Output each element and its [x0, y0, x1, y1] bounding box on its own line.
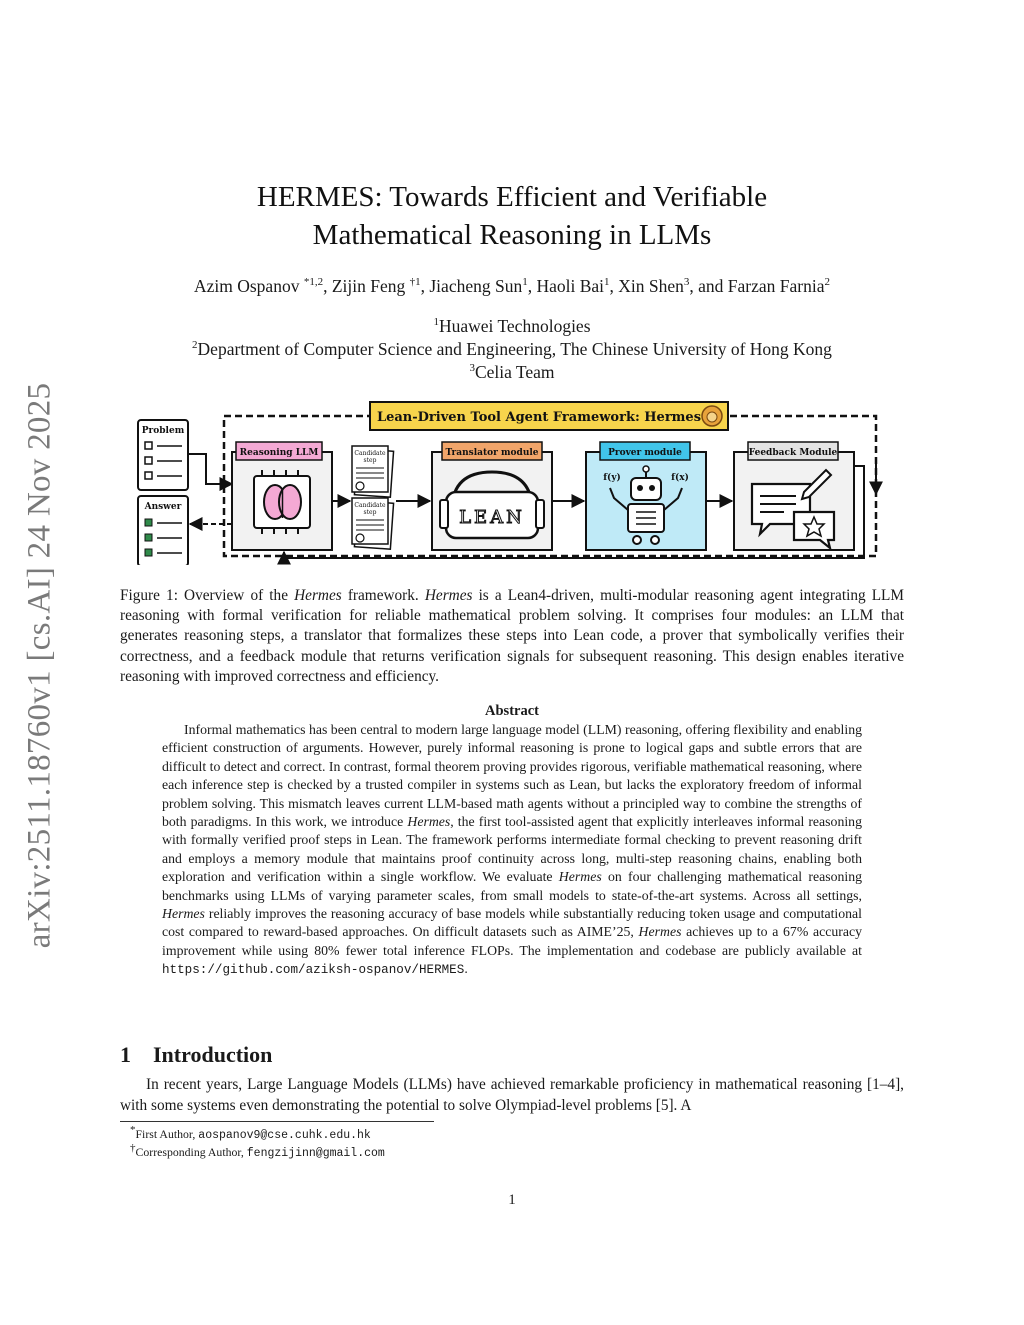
introduction-text: In recent years, Large Language Models (LLMs) have achieved remarkable proficiency in mathematical reasoning [1–4], with some systems even demonstrating the potential to solve Olympiad-level problems [5]. A	[120, 1076, 904, 1114]
problem-document	[138, 420, 188, 490]
figure-caption	[120, 586, 904, 687]
lean-logo-text: LEAN	[459, 507, 525, 528]
feedback-label: Feedback Module	[748, 448, 838, 458]
abstract-heading: Abstract	[485, 703, 539, 719]
problem-label: Problem	[141, 426, 185, 436]
caption-hermes: Hermes	[294, 587, 342, 604]
paper-title	[120, 178, 904, 254]
arxiv-stamp-text: arXiv:2511.18760v1 [cs.AI] 24 Nov 2025	[21, 382, 58, 948]
candidate-step-card	[352, 446, 394, 497]
affiliation: $^3$Celia Team	[469, 362, 555, 382]
footnotes	[130, 1126, 830, 1162]
author-list: Azim Ospanov $^{*1,2}$, Zijin Feng $^{\dagger 1}$, Jiacheng Sun$^1$, Haoli Bai$^1$, Xin Shen$^3$, and Farzan Farnia$^2$	[193, 276, 830, 296]
answer-label: Answer	[144, 502, 182, 512]
candidate-step-card	[352, 498, 394, 549]
footnote-rule	[120, 1121, 434, 1122]
author: Azim Ospanov $^{*1,2}$	[193, 276, 324, 296]
reasoning-llm-module	[232, 442, 332, 550]
problem-to-llm-arrow	[188, 454, 232, 484]
abstract-body: Informal mathematics has been central to modern large language model (LLM) reasoning, offering flexibility and enabling efficient construction of arguments. However, purely informal reasoning is prone to logical gaps and subtle errors that are difficult to detect and correct. In contrast, formal theorem proving provides rigorous, verifiable mathematical reasoning, where each inference step is checked by a trusted compiler in systems such as Lean, but lacks the exploratory freedom of informal problem solving. This mismatch leaves current LLM-based math agents without a principled way to combine the strengths of both paradigms. In this work, we introduce Hermes, the first tool-assisted agent that explicitly interleaves informal reasoning with formally verified proof steps in Lean. The framework performs intermediate formal checking to prevent reasoning drift and employs a memory module that maintains proof continuity across long, multi-step reasoning chains, enabling both exploration and verification within a single workflow. We evaluate Hermes on four challenging mathematical reasoning benchmarks using LLMs of varying parameter scales, from small models to state-of-the-art systems. Across all settings, Hermes reliably improves the reasoning accuracy of base models while substantially reducing token usage and computational cost compared to reward-based approaches. On difficult datasets such as AIME’25, Hermes achieves up to a 67% accuracy improvement while using 80% fewer total inference FLOPs. The implementation and codebase are publicly available at https://github.com/aziksh-ospanov/HERMES.	[162, 722, 863, 978]
prover-module	[586, 442, 706, 550]
step-label: step	[363, 509, 377, 516]
author: Xin Shen$^3$	[618, 276, 690, 296]
codebase-link[interactable]: https://github.com/aziksh-ospanov/HERMES	[162, 963, 465, 978]
arxiv-stamp	[20, 372, 60, 958]
step-label: step	[363, 457, 377, 464]
affiliation: $^1$Huawei Technologies	[433, 316, 591, 336]
reasoning-llm-label: Reasoning LLM	[239, 448, 319, 458]
brain-chip-icon	[254, 470, 310, 534]
translator-label: Translator module	[445, 448, 539, 458]
footnote: †Corresponding Author, fengzijinn@gmail.com	[130, 1142, 385, 1160]
page-number: 1	[508, 1192, 516, 1208]
caption-hermes: Hermes	[424, 587, 473, 604]
candidate-label: Candidate	[354, 450, 386, 457]
caption-mid: framework.	[347, 587, 419, 604]
affiliation: $^2$Department of Computer Science and Engineering, The Chinese University of Hong Kong	[192, 339, 832, 359]
prover-label: Prover module	[608, 448, 682, 458]
lion-icon	[702, 406, 722, 426]
author: and Farzan Farnia$^2$	[698, 276, 830, 296]
answer-document	[138, 496, 188, 565]
fy-label: f(y)	[603, 473, 621, 483]
title-line-2: Mathematical Reasoning in LLMs	[312, 219, 712, 251]
author-email-link[interactable]: aospanov9@cse.cuhk.edu.hk	[198, 1129, 371, 1142]
author: Haoli Bai$^1$	[536, 276, 610, 296]
caption-lead: Figure 1: Overview of the	[120, 587, 288, 604]
section-title: Introduction	[153, 1042, 273, 1067]
section-number: 1	[120, 1042, 131, 1067]
figure-hermes-overview	[134, 400, 884, 565]
framework-banner-text: Lean-Driven Tool Agent Framework: Hermes	[376, 410, 702, 425]
footnote: *First Author, aospanov9@cse.cuhk.edu.hk	[130, 1124, 371, 1142]
author-email-link[interactable]: fengzijinn@gmail.com	[246, 1147, 385, 1160]
translator-module	[432, 442, 552, 550]
framework-banner	[370, 402, 728, 430]
caption-rest: is a Lean4-driven, multi-modular reasoning agent integrating LLM reasoning with formal verification for reliable mathematical problem solving. It comprises four modules: an LLM that generates reasoning steps, a translator that formalizes these steps into Lean code, a prover that symbolically verifies their correctness, and a feedback module that returns verification signals for subsequent reasoning. This design enables iterative reasoning with improved correctness and efficiency.	[120, 587, 905, 685]
fx-label: f(x)	[671, 473, 689, 483]
feedback-module	[734, 442, 854, 550]
title-line-1: HERMES: Towards Efficient and Verifiable	[256, 181, 768, 213]
author: Jiacheng Sun$^1$	[429, 276, 528, 296]
affiliation-list	[100, 315, 924, 384]
candidate-label: Candidate	[354, 502, 386, 509]
author: Zijin Feng $^{\dagger 1}$	[331, 276, 421, 296]
section-heading	[120, 1042, 620, 1068]
